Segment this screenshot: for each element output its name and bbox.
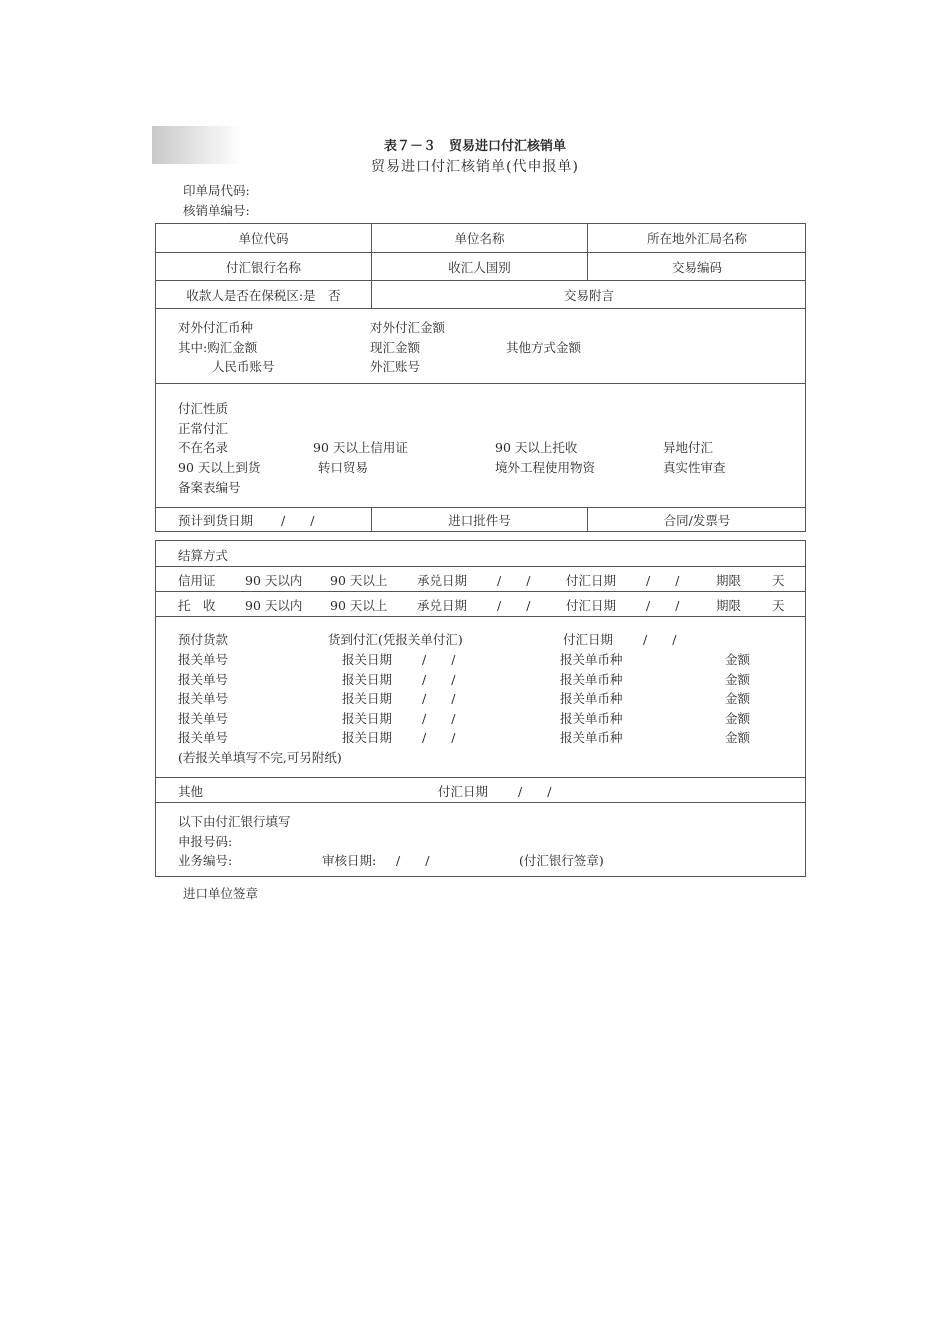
lc-within-90: 90 天以内	[245, 573, 303, 588]
customs-no: 报关单号	[178, 730, 229, 746]
customs-date-slashes: / /	[422, 710, 456, 726]
lower-table	[155, 540, 806, 877]
expected-date-label: 预计到货日期	[178, 513, 254, 528]
lc-over-90: 90 天以上信用证	[313, 440, 408, 455]
advance-pay-slashes: / /	[643, 632, 677, 647]
purchase-amount-label: 其中:购汇金额	[178, 340, 258, 355]
row-arrival	[156, 508, 805, 532]
collection-over-90-option: 90 天以上	[330, 598, 388, 613]
stamp-code-label: 印单局代码:	[183, 183, 250, 198]
authenticity-review: 真实性审查	[663, 460, 726, 475]
review-date-slashes: / /	[396, 853, 430, 868]
row-payment-amounts	[156, 309, 805, 384]
row-bonded	[156, 281, 805, 309]
unit-name-label: 单位名称	[454, 231, 505, 246]
review-date-label: 审核日期:	[322, 853, 377, 868]
customs-date-slashes: / /	[422, 652, 456, 667]
cell-expected-date	[156, 508, 371, 532]
cell-unit-name	[371, 224, 587, 252]
settlement-heading: 结算方式	[178, 548, 229, 563]
row-collection	[156, 592, 805, 617]
filing-number: 备案表编号	[178, 480, 241, 495]
declare-number-label: 申报号码:	[178, 834, 233, 849]
nature-heading: 付汇性质	[178, 401, 229, 416]
collection-accept-slashes: / /	[497, 598, 531, 613]
cell-forex-bureau	[587, 224, 806, 252]
row-payment-nature	[156, 384, 805, 508]
cell-trade-code	[587, 253, 806, 280]
bank-fill-heading: 以下由付汇银行填写	[178, 814, 291, 829]
customs-currency: 报关单币种	[560, 730, 623, 746]
row-bank-info	[156, 253, 805, 281]
customs-currency: 报关单币种	[560, 652, 623, 667]
collection-pay-slashes: / /	[646, 598, 680, 613]
lc-label: 信用证	[178, 573, 216, 588]
collection-day: 天	[772, 598, 785, 613]
customs-note: (若报关单填写不完,可另附纸)	[178, 750, 342, 765]
bonded-question-label: 收款人是否在保税区:是 否	[186, 287, 341, 303]
forex-bureau-label: 所在地外汇局名称	[646, 231, 747, 246]
customs-date: 报关日期	[342, 652, 393, 667]
advance-pay-date: 付汇日期	[563, 632, 614, 647]
fx-account-label: 外汇账号	[370, 359, 421, 374]
customs-no: 报关单号	[178, 691, 229, 707]
customs-amount: 金额	[725, 652, 751, 667]
other-pay-slashes: / /	[518, 784, 552, 799]
lc-accept-slashes: / /	[497, 573, 531, 588]
upper-table	[155, 223, 806, 532]
cell-payee-country	[371, 253, 587, 280]
customs-date-slashes: / /	[422, 691, 456, 707]
customs-date: 报关日期	[342, 730, 393, 746]
customs-currency: 报关单币种	[560, 710, 623, 726]
row-bank-fill	[156, 803, 805, 877]
arrival-over-90: 90 天以上到货	[178, 460, 261, 475]
collection-term: 期限	[716, 598, 742, 613]
trade-remark-label: 交易附言	[563, 287, 614, 303]
transit-trade: 转口贸易	[318, 460, 369, 475]
normal-payment: 正常付汇	[178, 421, 229, 436]
cell-bonded-question	[156, 281, 371, 308]
collection-pay-date: 付汇日期	[566, 598, 617, 613]
row-settlement-heading	[156, 541, 805, 567]
spot-amount-label: 现汇金额	[370, 340, 421, 355]
row-advance-customs	[156, 617, 805, 778]
customs-no: 报关单号	[178, 710, 229, 726]
overseas-project: 境外工程使用物资	[495, 460, 596, 475]
form-title: 贸易进口付汇核销单(代申报单)	[371, 159, 579, 175]
contract-invoice-label: 合同/发票号	[663, 513, 731, 528]
offsite-payment: 异地付汇	[663, 440, 714, 455]
customs-no: 报关单号	[178, 671, 229, 687]
amount-label: 对外付汇金额	[370, 320, 446, 335]
other-amount-label: 其他方式金额	[506, 340, 582, 355]
bank-sign-label: (付汇银行签章)	[519, 853, 604, 868]
cell-remit-bank	[156, 253, 371, 280]
lc-pay-date: 付汇日期	[566, 573, 617, 588]
collection-within-90: 90 天以内	[245, 598, 303, 613]
row-unit-info	[156, 224, 805, 253]
customs-date-slashes: / /	[422, 730, 456, 746]
currency-label: 对外付汇币种	[178, 320, 254, 335]
cell-trade-remark	[371, 281, 806, 308]
business-number-label: 业务编号:	[178, 853, 233, 868]
not-listed: 不在名录	[178, 440, 229, 455]
lc-accept-date: 承兑日期	[417, 573, 468, 588]
customs-date-slashes: / /	[422, 671, 456, 687]
customs-amount: 金额	[725, 730, 751, 746]
unit-code-label: 单位代码	[238, 231, 289, 246]
customs-currency: 报关单币种	[560, 671, 623, 687]
collection-label: 托 收	[178, 598, 216, 613]
customs-amount: 金额	[725, 691, 751, 707]
payee-country-label: 收汇人国别	[448, 259, 511, 275]
import-permit-label: 进口批件号	[448, 513, 511, 528]
prepay-label: 预付货款	[178, 632, 229, 647]
collection-accept-date: 承兑日期	[417, 598, 468, 613]
expected-date-slashes: / /	[281, 513, 315, 528]
customs-date: 报关日期	[342, 671, 393, 687]
collection-over-90: 90 天以上托收	[495, 440, 578, 455]
customs-no: 报关单号	[178, 652, 229, 667]
lc-term: 期限	[716, 573, 742, 588]
trade-code-label: 交易编码	[671, 259, 722, 275]
other-pay-date: 付汇日期	[438, 784, 489, 799]
customs-amount: 金额	[725, 710, 751, 726]
lc-over-90-option: 90 天以上	[330, 573, 388, 588]
customs-date: 报关日期	[342, 691, 393, 707]
importer-sign-label: 进口单位签章	[183, 886, 259, 901]
row-other	[156, 778, 805, 803]
table-caption: 表７－３ 贸易进口付汇核销单	[383, 139, 566, 154]
lc-day: 天	[772, 573, 785, 588]
form-number-label: 核销单编号:	[183, 203, 250, 218]
customs-date: 报关日期	[342, 710, 393, 726]
cell-unit-code	[156, 224, 371, 252]
cell-import-permit	[371, 508, 587, 532]
customs-currency: 报关单币种	[560, 691, 623, 707]
other-label: 其他	[178, 784, 204, 799]
cod-label: 货到付汇(凭报关单付汇)	[328, 632, 463, 647]
cell-contract-invoice	[587, 508, 806, 532]
remit-bank-label: 付汇银行名称	[225, 259, 301, 275]
row-letter-of-credit	[156, 567, 805, 592]
lc-pay-slashes: / /	[646, 573, 680, 588]
customs-amount: 金额	[725, 671, 751, 687]
rmb-account-label: 人民币账号	[212, 359, 275, 374]
